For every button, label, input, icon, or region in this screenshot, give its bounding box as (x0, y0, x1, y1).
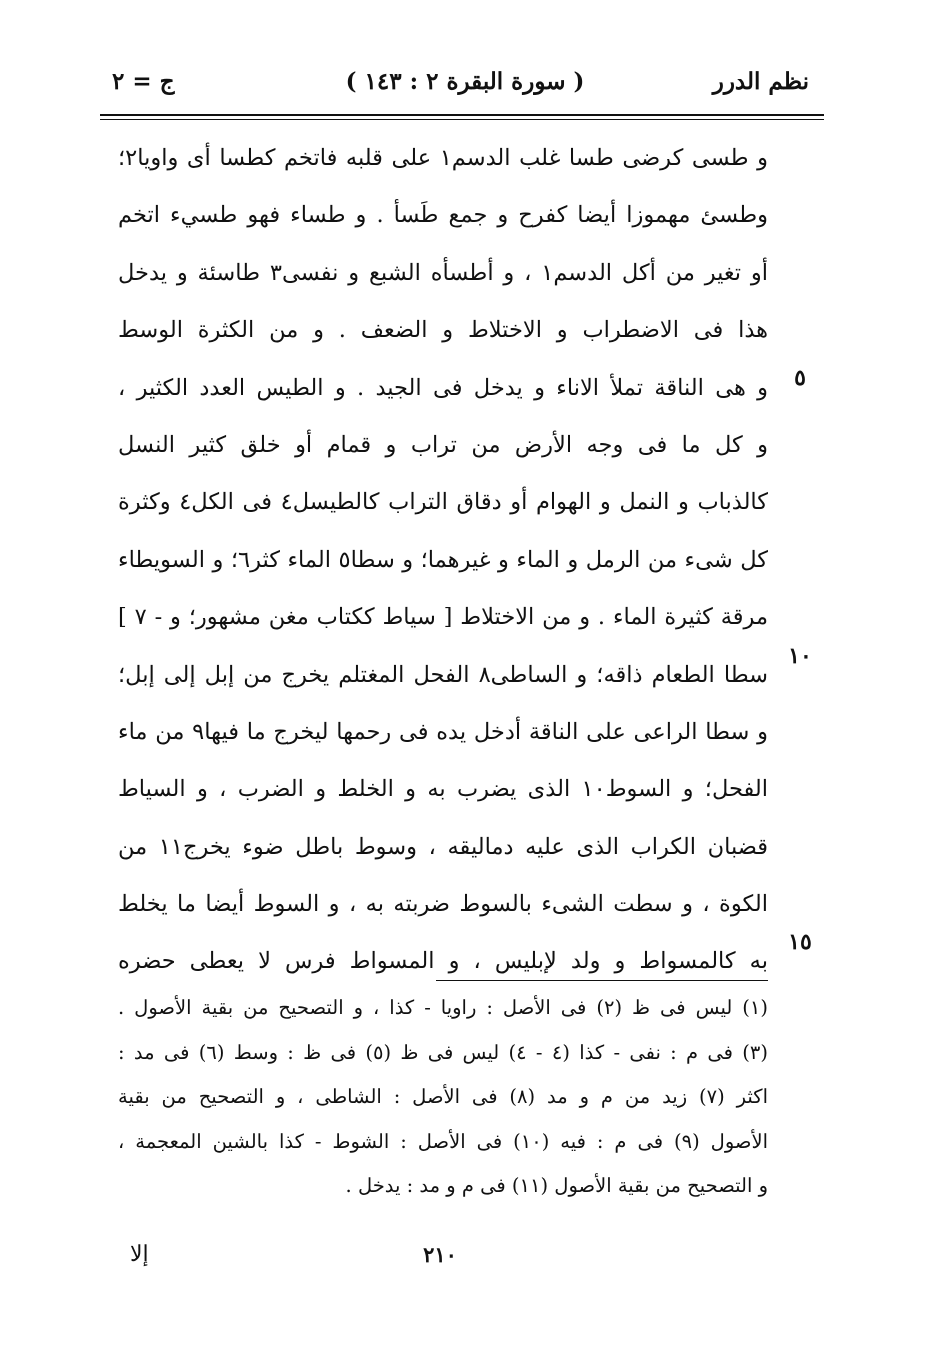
footnote-line: (٣) فى م : نفى - كذا (٤ - ٤) ليس فى ظ (٥) فى ظ : وسط (٦) فى مد : (118, 1040, 768, 1064)
text-line: قضبان الكراب الذى عليه دماليقه ، وسوط باطل ضوء يخرج١١ من (118, 833, 768, 860)
footnote-line: الأصول (٩) فى م : فيه (١٠) فى الأصل : الشوط - كذا بالشين المعجمة ، (118, 1129, 768, 1153)
text-line: مرقة كثيرة الماء . و من الاختلاط [ سياط ككتاب مغن مشهور؛ و - ٧ ] (118, 604, 768, 631)
text-line: و سطا الراعى على الناقة أدخل يده فى رحمها ليخرج ما فيها٩ من ماء (118, 718, 768, 745)
footnote-rule (436, 980, 768, 981)
line-number: ٥ (794, 365, 806, 391)
text-line: و كل ما فى وجه الأرض من تراب و قمام أو خلق كثير النسل (118, 431, 768, 458)
footnote-line: اكثر (٧) زيد من م و مد (٨) فى الأصل : الشاطى ، و التصحيح من بقية (118, 1085, 768, 1109)
header-rule-thin (100, 119, 824, 120)
text-line: كل شىء من الرمل و الماء و غيرهما؛ و سطا٥ الماء كثر٦؛ و السويطاء (118, 546, 768, 573)
text-line: سطا الطعام ذاقه؛ و الساطى٨ الفحل المغتلم يخرج من إبل إلى إبل؛ (118, 661, 768, 688)
text-line: هذا فى الاضطراب و الاختلاط و الضعف . و من الكثرة الوسط (118, 317, 768, 344)
catchword: إلا (130, 1242, 149, 1267)
footnotes (118, 986, 768, 1209)
footnote-line: و التصحيح من بقية الأصول (١١) فى م و مد : يدخل . (345, 1174, 768, 1198)
text-line: و طسى كرضى طسا غلب الدسم١ على قلبه فاتخم كطسا أى واويا٢؛ (118, 145, 768, 171)
header-rule-thick (100, 114, 824, 116)
text-line: الفحل؛ و السوط١٠ الذى يضرب به و الخلط و الضرب ، و السياط (118, 776, 768, 803)
footnote-line: (١) ليس فى ظ (٢) فى الأصل : راويا - كذا ، و التصحيح من بقية الأصول . (118, 996, 768, 1019)
line-number: ١٠ (788, 643, 812, 669)
line-number: ١٥ (788, 929, 812, 955)
text-line: الكوة ، و سطت الشىء بالسوط ضربته به ، و السوط أيضا ما يخلط (118, 891, 768, 918)
text-line: كالذباب و النمل و الهوام أو دقاق التراب كالطيسل٤ فى الكل٤ وكثرة (118, 489, 768, 516)
text-line: وطسئ مهموزا أيضا كفرح و جمع طَسأ . و طساء فهو طسيء اتخم (118, 202, 768, 229)
text-line: به كالمسواط و ولد لإبليس ، و المسواط فرس لا يعطى حضره (118, 948, 768, 975)
main-text (118, 130, 768, 991)
sura-reference: ( سورة البقرة ٢ : ١٤٣ ) (345, 68, 585, 95)
page-number: ٢١٠ (423, 1242, 457, 1267)
text-line: و هى الناقة تملأ الاناء و يدخل فى الجيد . و الطيس العدد الكثير ، (118, 374, 768, 401)
running-title: نظم الدرر (712, 68, 809, 95)
volume-marker: ج = ٢ (112, 68, 175, 95)
text-line: أو تغير من أكل الدسم١ ، و أطسأه الشبع و نفسى٣ طاسئة و يدخل (118, 259, 768, 286)
